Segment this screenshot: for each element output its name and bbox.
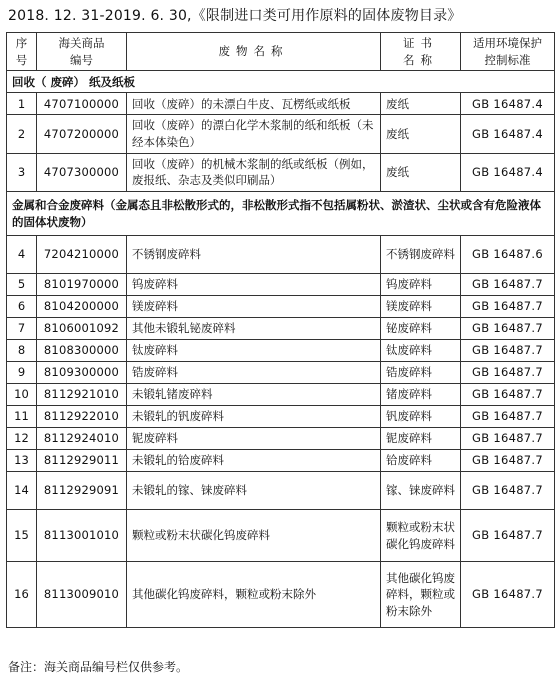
row-index: 9: [7, 362, 37, 384]
row-hs-code: 8113001010: [37, 510, 127, 562]
table-row: [7, 318, 555, 340]
row-waste-name: 未锻轧的镓、铼废碎料: [127, 472, 381, 510]
row-index: 8: [7, 340, 37, 362]
document-title: 2018. 12. 31-2019. 6. 30,《限制进口类可用作原料的固体废物目录》: [8, 8, 462, 24]
row-waste-name: 钛废碎料: [127, 340, 381, 362]
row-waste-name: 未锻轧锗废碎料: [127, 384, 381, 406]
row-waste-name: 铌废碎料: [127, 428, 381, 450]
row-waste-name: 回收（废碎）的机械木浆制的纸或纸板（例如，废报纸、杂志及类似印刷品）: [127, 153, 381, 191]
row-standard: GB 16487.7: [461, 562, 555, 628]
row-waste-name: 其他未锻轧铋废碎料: [127, 318, 381, 340]
row-hs-code: 8106001092: [37, 318, 127, 340]
row-cert-name: 颗粒或粉末状碳化钨废碎料: [381, 510, 461, 562]
table-row: [7, 384, 555, 406]
row-hs-code: 8112929091: [37, 472, 127, 510]
row-hs-code: 8112922010: [37, 406, 127, 428]
row-hs-code: 8101970000: [37, 274, 127, 296]
row-cert-name: 不锈钢废碎料: [381, 236, 461, 274]
row-waste-name: 其他碳化钨废碎料，颗粒或粉末除外: [127, 562, 381, 628]
table-row: [7, 236, 555, 274]
row-index: 10: [7, 384, 37, 406]
row-waste-name: 回收（废碎）的漂白化学木浆制的纸和纸板（未经本体染色）: [127, 115, 381, 153]
row-standard: GB 16487.7: [461, 428, 555, 450]
row-cert-name: 其他碳化钨废碎料，颗粒或粉末除外: [381, 562, 461, 628]
header-name: 废物名称: [127, 33, 381, 71]
row-hs-code: 8112924010: [37, 428, 127, 450]
row-index: 13: [7, 450, 37, 472]
table-row: [7, 115, 555, 153]
row-cert-name: 锗废碎料: [381, 384, 461, 406]
row-hs-code: 8104200000: [37, 296, 127, 318]
section-header-metal: [7, 192, 555, 236]
row-index: 16: [7, 562, 37, 628]
row-standard: GB 16487.7: [461, 406, 555, 428]
row-waste-name: 未锻轧的铪废碎料: [127, 450, 381, 472]
row-cert-name: 钒废碎料: [381, 406, 461, 428]
table-row: [7, 362, 555, 384]
row-index: 4: [7, 236, 37, 274]
row-standard: GB 16487.4: [461, 153, 555, 191]
row-hs-code: 8112921010: [37, 384, 127, 406]
table-row: [7, 153, 555, 191]
row-standard: GB 16487.7: [461, 450, 555, 472]
row-hs-code: 7204210000: [37, 236, 127, 274]
header-std: 适用环境保护 控制标准: [461, 33, 555, 71]
row-index: 3: [7, 153, 37, 191]
table-row: [7, 274, 555, 296]
row-cert-name: 废纸: [381, 115, 461, 153]
row-index: 7: [7, 318, 37, 340]
waste-catalog-table: [6, 32, 555, 628]
table-row: [7, 406, 555, 428]
row-hs-code: 8112929011: [37, 450, 127, 472]
section-label: 回收（ 废碎） 纸及纸板: [7, 71, 555, 93]
row-index: 12: [7, 428, 37, 450]
row-cert-name: 镁废碎料: [381, 296, 461, 318]
row-hs-code: 8113009010: [37, 562, 127, 628]
footnote: 备注：海关商品编号栏仅供参考。: [8, 660, 189, 674]
row-hs-code: 4707300000: [37, 153, 127, 191]
table-row: [7, 340, 555, 362]
row-hs-code: 4707100000: [37, 93, 127, 115]
row-index: 6: [7, 296, 37, 318]
table-row: [7, 428, 555, 450]
row-standard: GB 16487.7: [461, 318, 555, 340]
table-row: [7, 562, 555, 628]
row-waste-name: 未锻轧的钒废碎料: [127, 406, 381, 428]
row-hs-code: 4707200000: [37, 115, 127, 153]
row-cert-name: 铪废碎料: [381, 450, 461, 472]
table-row: [7, 472, 555, 510]
row-cert-name: 钨废碎料: [381, 274, 461, 296]
row-waste-name: 颗粒或粉末状碳化钨废碎料: [127, 510, 381, 562]
header-cert: 证书 名称: [381, 33, 461, 71]
row-cert-name: 废纸: [381, 93, 461, 115]
row-waste-name: 钨废碎料: [127, 274, 381, 296]
row-waste-name: 回收（废碎）的未漂白牛皮、瓦楞纸或纸板: [127, 93, 381, 115]
row-cert-name: 废纸: [381, 153, 461, 191]
section-label: 金属和合金废碎料（金属态且非松散形式的，非松散形式指不包括属粉状、淤渣状、尘状或含有危险液体的固体状废物）: [7, 192, 555, 236]
row-standard: GB 16487.7: [461, 510, 555, 562]
row-index: 14: [7, 472, 37, 510]
row-cert-name: 铌废碎料: [381, 428, 461, 450]
row-index: 2: [7, 115, 37, 153]
row-index: 5: [7, 274, 37, 296]
row-standard: GB 16487.4: [461, 93, 555, 115]
row-standard: GB 16487.7: [461, 296, 555, 318]
row-index: 11: [7, 406, 37, 428]
table-row: [7, 93, 555, 115]
section-header-paper: [7, 71, 555, 93]
row-hs-code: 8108300000: [37, 340, 127, 362]
row-standard: GB 16487.7: [461, 472, 555, 510]
row-index: 15: [7, 510, 37, 562]
row-standard: GB 16487.7: [461, 362, 555, 384]
header-idx: 序 号: [7, 33, 37, 71]
row-cert-name: 镓、铼废碎料: [381, 472, 461, 510]
row-standard: GB 16487.7: [461, 384, 555, 406]
row-standard: GB 16487.7: [461, 340, 555, 362]
row-standard: GB 16487.4: [461, 115, 555, 153]
row-cert-name: 锆废碎料: [381, 362, 461, 384]
table-row: [7, 510, 555, 562]
row-waste-name: 锆废碎料: [127, 362, 381, 384]
row-waste-name: 镁废碎料: [127, 296, 381, 318]
row-cert-name: 铋废碎料: [381, 318, 461, 340]
table-row: [7, 450, 555, 472]
header-code: 海关商品 编号: [37, 33, 127, 71]
row-waste-name: 不锈钢废碎料: [127, 236, 381, 274]
table-row: [7, 296, 555, 318]
row-hs-code: 8109300000: [37, 362, 127, 384]
row-cert-name: 钛废碎料: [381, 340, 461, 362]
table-header-row: [7, 33, 555, 71]
row-standard: GB 16487.7: [461, 274, 555, 296]
row-standard: GB 16487.6: [461, 236, 555, 274]
row-index: 1: [7, 93, 37, 115]
